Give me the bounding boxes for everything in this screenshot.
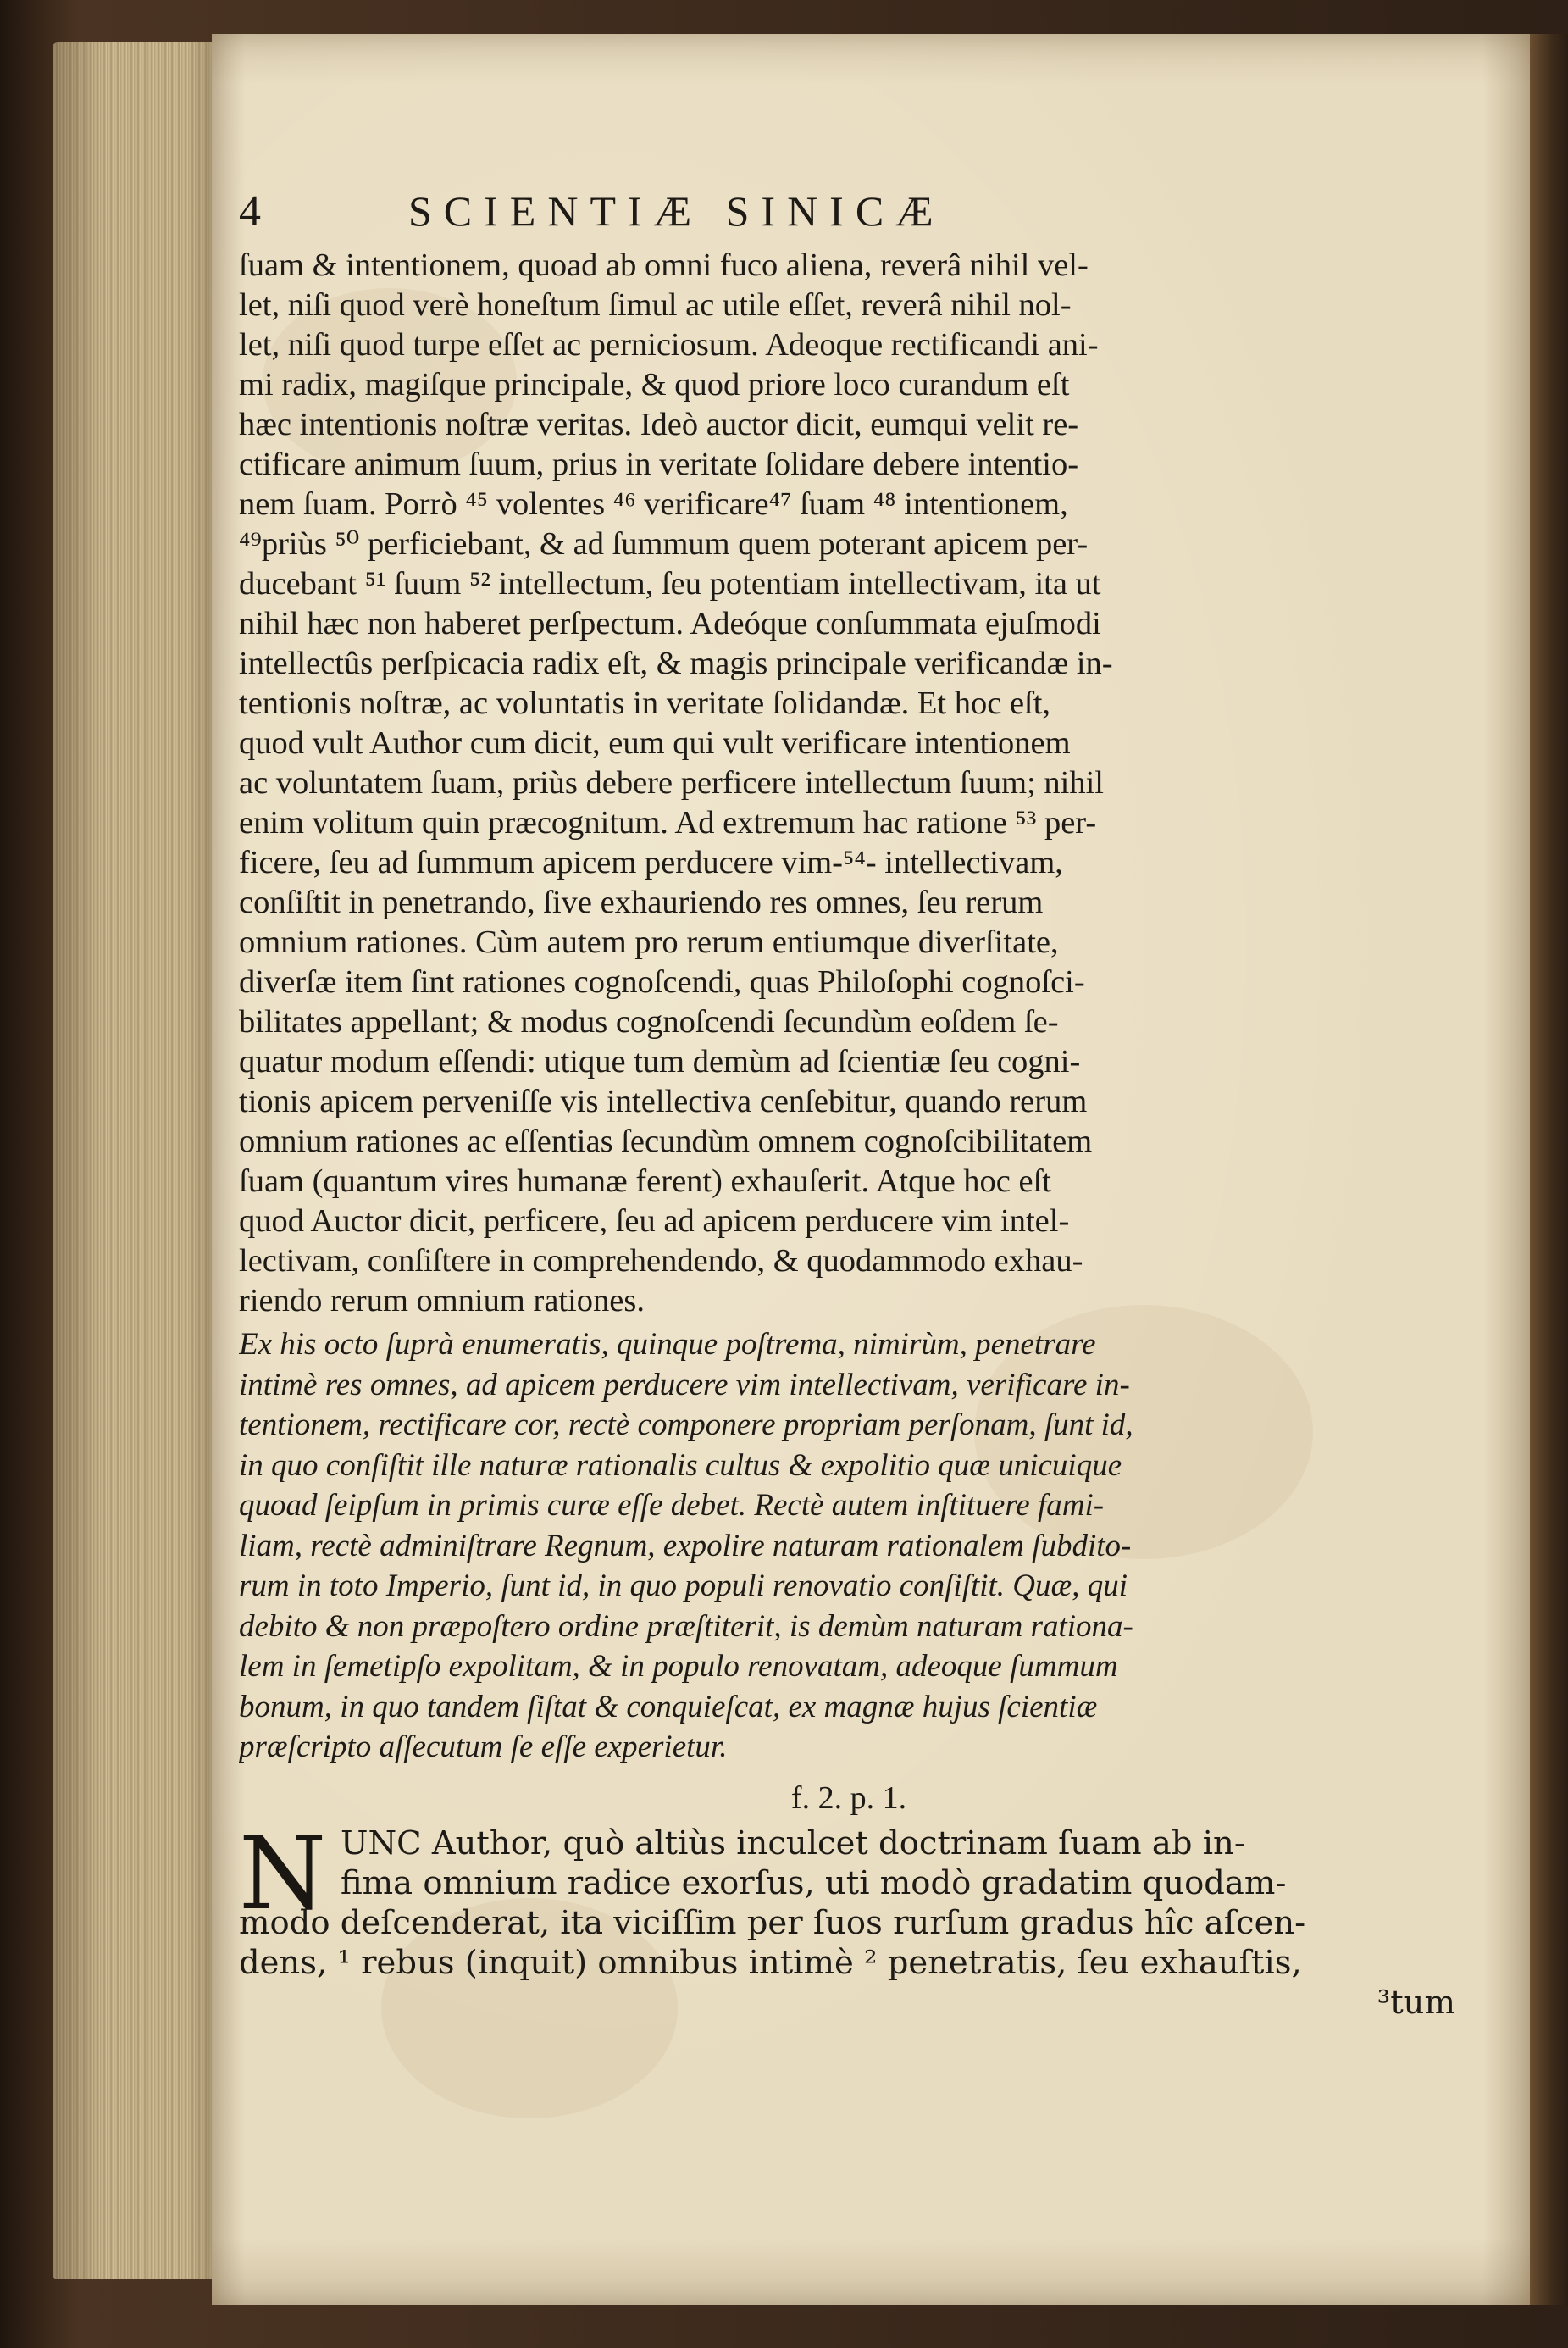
text-line: ac voluntatem ſuam, priùs debere perficere intellectum ſuum; nihil (239, 765, 1104, 801)
italic-line: bonum, in quo tandem ſiſtat & conquieſcat, ex magnæ hujus ſcientiæ (239, 1689, 1098, 1724)
text-line: ducebant ⁵¹ ſuum ⁵² intellectum, ſeu potentiam intellectivam, ita ut (239, 566, 1101, 602)
italic-line: quoad ſeipſum in primis curæ eſſe debet. Rectè autem inſtituere fami- (239, 1488, 1105, 1523)
book-page-edges (53, 42, 222, 2279)
text-line: nem ſuam. Porrò ⁴⁵ volentes ⁴⁶ verificare⁴⁷ ſuam ⁴⁸ intentionem, (239, 486, 1068, 522)
text-line: let, niſi quod turpe eſſet ac perniciosum. Adeoque rectificandi ani- (239, 327, 1099, 363)
text-line: conſiſtit in penetrando, ſive exhauriendo res omnes, ſeu rerum (239, 885, 1044, 920)
text-line: intellectûs perſpicacia radix eſt, & magis principale verificandæ in- (239, 646, 1113, 681)
text-line: ſuam (quantum vires humanæ ferent) exhauſerit. Atque hoc eſt (239, 1163, 1052, 1199)
text-line: mi radix, magiſque principale, & quod priore loco curandum eſt (239, 367, 1070, 402)
italic-summary-paragraph (239, 1324, 1459, 1768)
italic-line: Ex his octo ſuprà enumeratis, quinque poſtrema, nimirùm, penetrare (239, 1327, 1096, 1362)
text-line: enim volitum quin præcognitum. Ad extremum hac ratione ⁵³ per- (239, 805, 1097, 841)
body-paragraph (239, 246, 1459, 1321)
drop-capital: N (239, 1814, 327, 1932)
text-line: diverſæ item ſint rationes cognoſcendi, quas Philoſophi cognoſci- (239, 964, 1085, 1000)
italic-line: lem in ſemetipſo expolitam, & in populo renovatam, adeoque ſummum (239, 1649, 1118, 1684)
text-line: quatur modum eſſendi: utique tum demùm ad ſcientiæ ſeu cogni- (239, 1044, 1081, 1080)
page-header (239, 186, 1459, 246)
text-line: quod Auctor dicit, perficere, ſeu ad apicem perducere vim intel- (239, 1203, 1070, 1239)
text-line: ⁴⁹priùs ⁵⁰ perficiebant, & ad ſummum quem poterant apicem per- (239, 526, 1089, 562)
section-reference: f. 2. p. 1. (790, 1779, 907, 1816)
text-line: modo deſcenderat, ita viciſſim per ſuos rurſum gradus hîc aſcen- (239, 1903, 1306, 1942)
italic-line: præſcripto aſſecutum ſe eſſe experietur. (239, 1729, 728, 1764)
binding-edge (1530, 34, 1568, 2305)
text-line: riendo rerum omnium rationes. (239, 1283, 645, 1318)
italic-line: liam, rectè adminiſtrare Regnum, expolire naturam rationalem ſubdito- (239, 1528, 1132, 1563)
text-line: hæc intentionis noſtræ veritas. Ideò auctor dicit, eumqui velit re- (239, 407, 1079, 442)
italic-line: intimè res omnes, ad apicem perducere vim intellectivam, verificare in- (239, 1367, 1130, 1402)
page-text (239, 186, 1459, 2023)
italic-line: tentionem, rectificare cor, rectè componere propriam perſonam, ſunt id, (239, 1407, 1133, 1442)
italic-line: in quo conſiſtit ille naturæ rationalis cultus & expolitio quæ unicuique (239, 1447, 1122, 1483)
chapter-opening (239, 1814, 1459, 2023)
text-line: dens, ¹ rebus (inquit) omnibus intimè ² penetratis, ſeu exhauſtis, (239, 1943, 1302, 1982)
italic-line: rum in toto Imperio, ſunt id, in quo populi renovatio conſiſtit. Quæ, qui (239, 1568, 1128, 1603)
catchword: ³tum (1377, 1983, 1455, 2022)
page-number: 4 (239, 187, 261, 236)
text-line: omnium rationes ac eſſentias ſecundùm omnem cognoſcibilitatem (239, 1124, 1093, 1159)
text-line: ſuam & intentionem, quoad ab omni fuco aliena, reverâ nihil vel- (239, 247, 1089, 283)
text-line: ctificare animum ſuum, prius in veritate ſolidare debere intentio- (239, 447, 1079, 482)
text-line: tionis apicem perveniſſe vis intellectiva cenſebitur, quando rerum (239, 1084, 1088, 1119)
text-line: tentionis noſtræ, ac voluntatis in veritate ſolidandæ. Et hoc eſt, (239, 686, 1051, 721)
text-line: ficere, ſeu ad ſummum apicem perducere vim-⁵⁴- intellectivam, (239, 845, 1063, 880)
text-line: lectivam, conſiſtere in comprehendendo, & quodammodo exhau- (239, 1243, 1083, 1279)
text-line: let, niſi quod verè honeſtum ſimul ac utile eſſet, reverâ nihil nol- (239, 287, 1072, 323)
italic-line: debito & non præpoſtero ordine præſtiterit, is demùm naturam rationa- (239, 1608, 1133, 1644)
text-line: UNC Author, quò altiùs inculcet doctrinam ſuam ab in- (341, 1823, 1245, 1862)
text-line: nihil hæc non haberet perſpectum. Adeóque conſummata ejuſmodi (239, 606, 1101, 641)
running-head: SCIENTIÆ SINICÆ (408, 187, 945, 235)
text-line: fima omnium radice exorſus, uti modò gradatim quodam- (341, 1863, 1287, 1902)
text-line: quod vult Author cum dicit, eum qui vult verificare intentionem (239, 725, 1071, 761)
text-line: omnium rationes. Cùm autem pro rerum entiumque diverſitate, (239, 924, 1059, 960)
text-line: bilitates appellant; & modus cognoſcendi ſecundùm eoſdem ſe- (239, 1004, 1059, 1040)
